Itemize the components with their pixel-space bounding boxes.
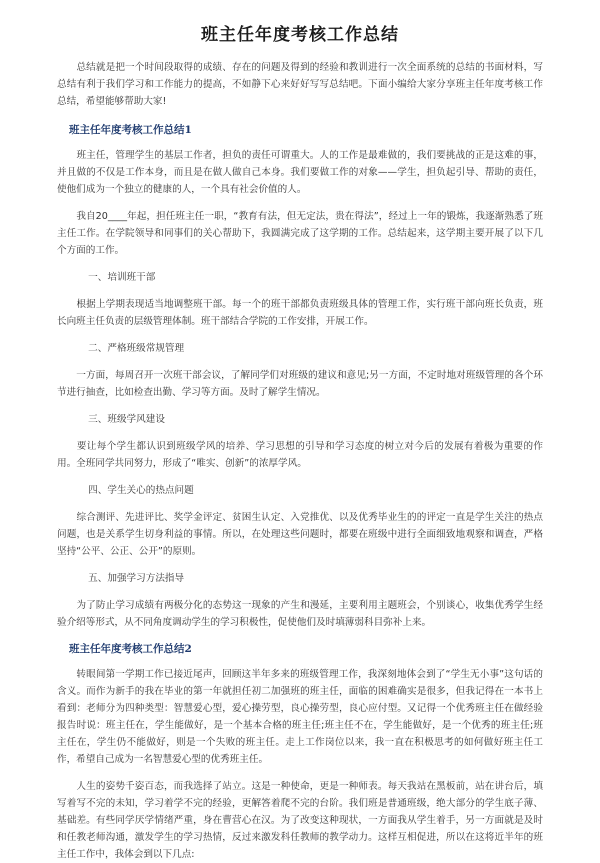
point-5-heading: 五、加强学习方法指导 (69, 573, 185, 584)
point-1-body: 根据上学期表现适当地调整班干部。每一个的班干部都负责班级具体的管理工作，实行班干部向班长负责，班长向班主任负责的层级管理体制。班干部结合学院的工作安排，开展工作。 (57, 299, 543, 327)
section-2-paragraph-1: 转眼间第一学期工作已接近尾声，回顾这半年多来的班级管理工作，我深刻地体会到了“学生无小事”这句话的含义。而作为新手的我在毕业的第一年就担任初二加强班的班主任，面临的困难确实是很多，但我记得在一本书上看到：老师分为四种类型：智慧爱心型，爱心操劳型，良心操劳型，良心应付型。又记得一个优秀班主任在做经验报告时说：班主任在，学生能做好，是一个基本合格的班主任;班主任不在，学生能做好，是一个优秀的班主任;班主任在，学生仍不能做好，则是一个失败的班主任。走上工作岗位以来，我一直在积极思考的如何做好班主任工作，希望自己成为一名智慧爱心型的优秀班主任。 (57, 669, 543, 765)
point-2-body: 一方面，每周召开一次班干部会议，了解同学们对班级的建议和意见;另一方面，不定时地对班级管理的各个环节进行抽查，比如检查出勤、学习等方面。及时了解学生情况。 (57, 370, 543, 398)
section-1-heading: 班主任年度考核工作总结1 (69, 124, 192, 136)
point-3-body: 要让每个学生都认识到班级学风的培养、学习思想的引导和学习态度的树立对今后的发展有着极为重要的作用。全班同学共同努力，形成了“唯实、创新”的浓厚学风。 (57, 441, 543, 469)
section-2-heading: 班主任年度考核工作总结2 (69, 643, 192, 655)
section-1-paragraph-2: 我自20____年起，担任班主任一职，“教育有法，但无定法，贵在得法”，经过上一年的锻炼，我逐渐熟悉了班主任工作。在学院领导和同事们的关心帮助下，我圆满完成了这学期的工作。总结起来，这学期主要开展了以下几个方面的工作。 (57, 211, 543, 256)
section-2-paragraph-2: 人生的姿势千姿百态，而我选择了站立。这是一种使命，更是一种师表。每天我站在黑板前，站在讲台后，填写着写不完的未知，学习着学不完的经验，更解答着爬不完的台阶。我们班是普通班级，绝大部分的学生底子薄、基础差。有些同学厌学情绪严重，身在曹营心在汉。为了改变这种现状，一方面我从学生着手，另一方面就是及时和任教老师沟通，激发学生的学习热情，反过来激发科任教师的教学动力。这样互相促进，所以在这将近半年的班主任工作中，我体会到以下几点: (57, 781, 543, 860)
document-title: 班主任年度考核工作总结 (201, 25, 399, 45)
point-3-heading: 三、班级学风建设 (69, 414, 165, 425)
point-4-heading: 四、学生关心的热点问题 (69, 485, 194, 496)
point-4-body: 综合测评、先进评比、奖学金评定、贫困生认定、入党推优、以及优秀毕业生的的评定一直是学生关注的热点问题，也是关系学生切身利益的事情。所以，在处理这些问题时，都要在班级中进行全面细致地观察和调查，严格坚持“公平、公正、公开”的原则。 (57, 512, 543, 557)
point-5-body: 为了防止学习成绩有两极分化的态势这一现象的产生和漫延，主要利用主题班会，个别谈心，收集优秀学生经验介绍等形式，从不同角度调动学生的学习积极性，促使他们及时填薄弱科目弥补上来。 (57, 600, 543, 628)
point-2-heading: 二、严格班级常规管理 (69, 343, 185, 354)
point-1-heading: 一、培训班干部 (69, 272, 156, 283)
intro-paragraph: 总结就是把一个时间段取得的成绩、存在的问题及得到的经验和教训进行一次全面系统的总结的书面材料，写总结有利于我们学习和工作能力的提高，不如静下心来好好写写总结吧。下面小编给大家分享班主任年度考核工作总结，希望能够帮助大家! (57, 62, 543, 107)
section-1-paragraph-1: 班主任，管理学生的基层工作者，担负的责任可谓重大。人的工作是最难做的，我们要挑战的正是这难的事，并且做的不仅是工作本身，而且是在做人做自己本身。我们要做工作的对象——学生，担负起引导、帮助的责任，使他们成为一个独立的健康的人，一个具有社会价值的人。 (57, 150, 543, 195)
